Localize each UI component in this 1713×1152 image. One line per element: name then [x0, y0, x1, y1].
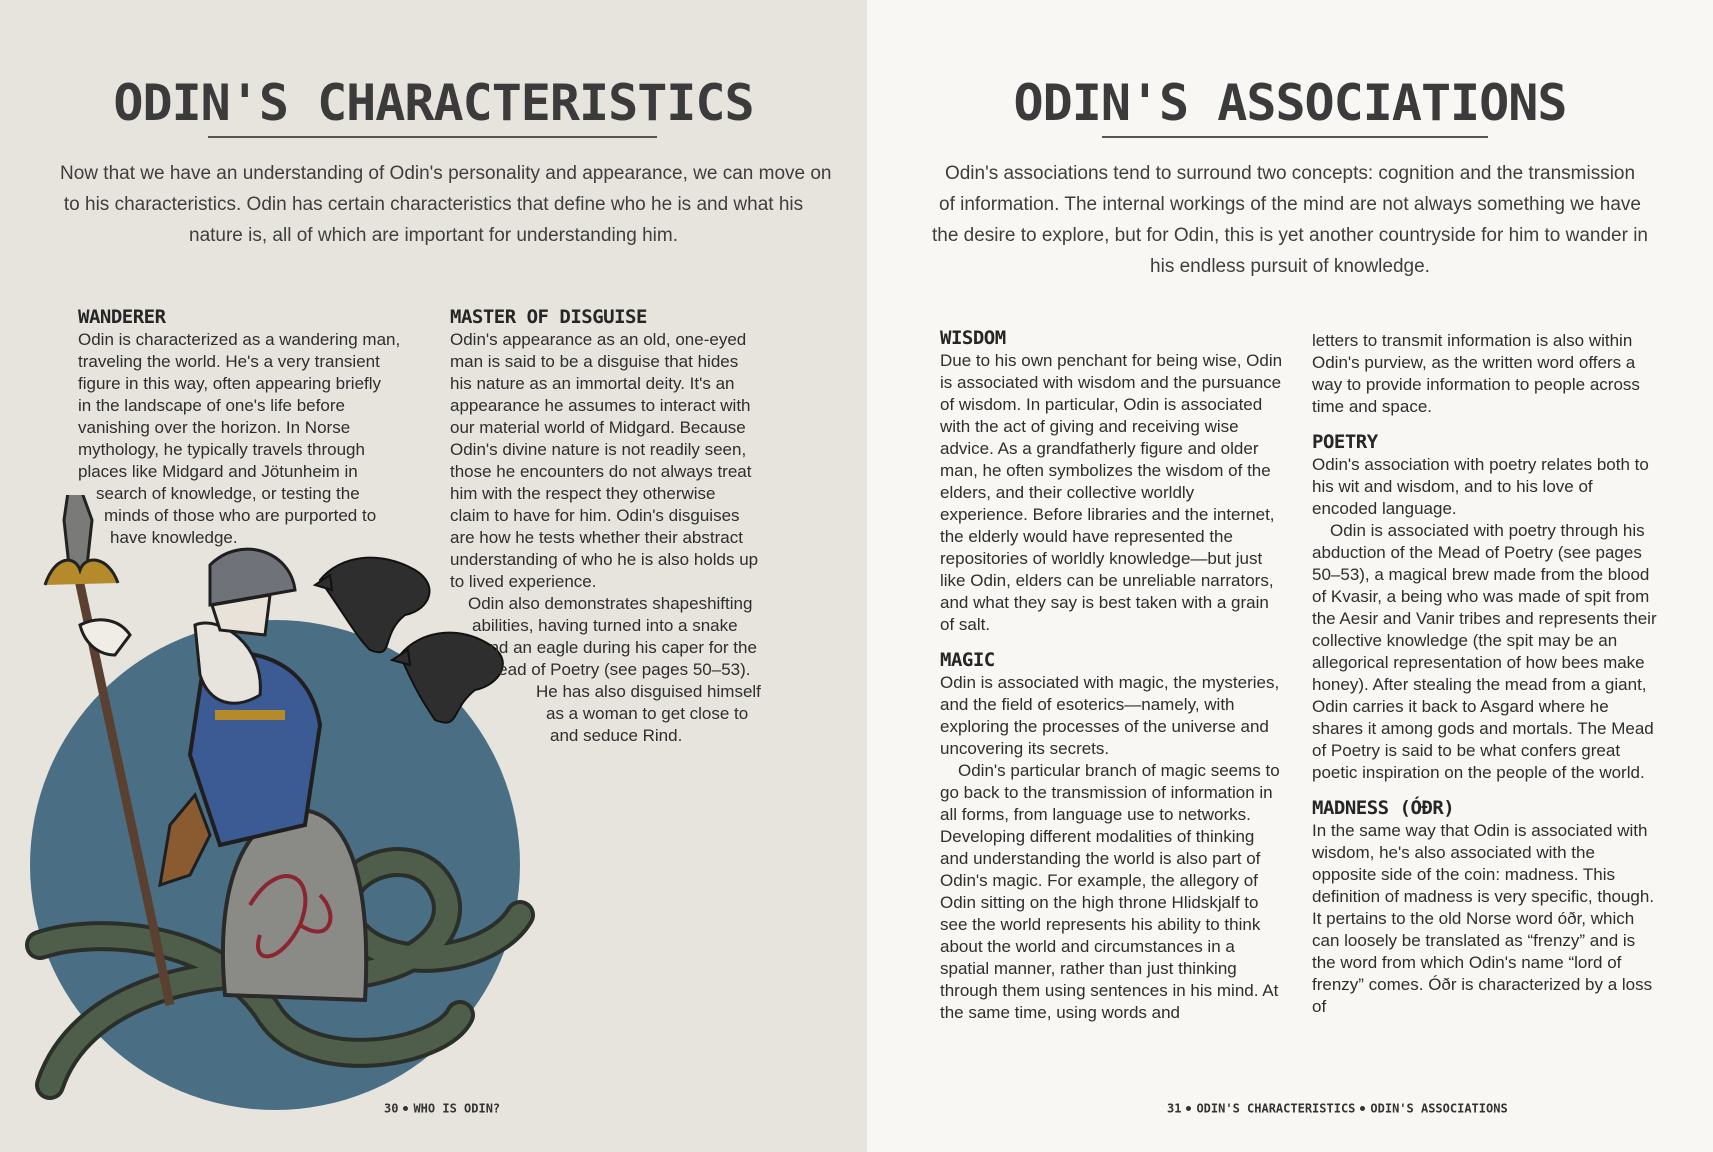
right-intro-line: the desire to explore, but for Odin, this is yet another countryside for him to wander in	[931, 225, 1649, 246]
disguise-line: his nature as an immortal deity. It's an	[450, 374, 735, 393]
left-running-head: WHO IS ODIN?	[413, 1101, 501, 1116]
disguise-line: claim to have for him. Odin's disguises	[450, 506, 740, 525]
wanderer-section	[78, 305, 428, 549]
left-intro-line: to his characteristics. Odin has certain characteristics that define who he is and what his	[63, 194, 804, 215]
wanderer-heading: WANDERER	[78, 306, 166, 328]
wanderer-line: mythology, he typically travels through	[78, 440, 365, 459]
right-intro-line: his endless pursuit of knowledge.	[1150, 256, 1430, 277]
right-intro	[907, 158, 1673, 282]
right-title-underline	[1102, 136, 1488, 138]
associations-column-1	[940, 326, 1285, 1024]
odin-belt	[215, 710, 285, 720]
disguise-line: Odin's divine nature is not readily seen,	[450, 440, 747, 459]
wisdom-text: Due to his own penchant for being wise, Odin is associated with wisdom and the pursuance of wisdom. In particular, Odin is associated with the act of giving and receiving wise advice. As a grandfatherly figure and older man, he often symbolizes the wisdom of the elders, and their collective worldly experience. Before libraries and the internet, the elderly would have represented the repositories of worldly knowledge—but just like Odin, elders can be unreliable narrators, and what they say is best taken with a grain of salt.	[940, 351, 1283, 634]
disguise-line: Odin's appearance as an old, one-eyed	[450, 330, 747, 349]
right-intro-line: Odin's associations tend to surround two concepts: cognition and the transmission	[944, 163, 1636, 184]
bullet-icon	[403, 1106, 408, 1111]
disguise-line: man is said to be a disguise that hides	[450, 352, 739, 371]
associations-column-2	[1312, 330, 1662, 1018]
disguise-line: appearance he assumes to interact with	[450, 396, 751, 415]
right-folio	[1167, 1101, 1508, 1116]
poetry-text-2: Odin is associated with poetry through his abduction of the Mead of Poetry (see pages 50–53), a magical brew made from the blood of Kvasir, a being who was made of spit from the Aesir and Vanir tribes and represents their collective knowledge (the spit may be an allegorical representation of how bees make honey). After stealing the mead from a giant, Odin carries it back to Asgard where he shares it among gods and mortals. The Mead of Poetry is said to be what confers great poetic inspiration on the people of the world.	[1312, 521, 1657, 782]
left-page-number: 30	[384, 1101, 399, 1116]
disguise-line: He has also disguised himself	[536, 682, 761, 701]
wanderer-line: in the landscape of one's life before	[78, 396, 345, 415]
wanderer-line: places like Midgard and Jötunheim in	[78, 462, 358, 481]
disguise-line: understanding of who he is also holds up	[450, 550, 759, 569]
disguise-heading: MASTER OF DISGUISE	[450, 306, 647, 328]
disguise-line: as a woman to get close to	[546, 704, 749, 723]
bullet-icon	[1186, 1106, 1191, 1111]
madness-text: In the same way that Odin is associated with wisdom, he's also associated with the opposite side of the coin: madness. This definition of madness is very specific, though. It pertains to the old Norse word óðr, which can loosely be translated as “frenzy” and is the word from which Odin's name “lord of frenzy” comes. Óðr is characterized by a loss of	[1312, 821, 1655, 1016]
right-page	[867, 0, 1713, 1152]
disguise-line: him with the respect they otherwise	[450, 484, 716, 503]
wanderer-line: search of knowledge, or testing the	[96, 484, 360, 503]
wanderer-line: Odin is characterized as a wandering man,	[78, 330, 401, 349]
disguise-section	[450, 305, 800, 747]
disguise-line: to lived experience.	[450, 572, 597, 591]
disguise-line: our material world of Midgard. Because	[450, 418, 746, 437]
wanderer-line: minds of those who are purported to	[104, 506, 377, 525]
right-page-number: 31	[1167, 1101, 1182, 1116]
left-folio	[384, 1101, 500, 1116]
wanderer-line: vanishing over the horizon. In Norse	[78, 418, 351, 437]
wisdom-heading: WISDOM	[940, 327, 1006, 349]
magic-heading: MAGIC	[940, 649, 995, 671]
left-page-title: ODIN'S CHARACTERISTICS	[113, 74, 754, 132]
disguise-line: are how he tests whether their abstract	[450, 528, 743, 547]
left-intro	[60, 158, 832, 251]
wanderer-line: have knowledge.	[110, 528, 238, 547]
disguise-line: Mead of Poetry (see pages 50–53).	[484, 660, 751, 679]
wanderer-line: figure in this way, often appearing briefly	[78, 374, 382, 393]
right-running-head-a: ODIN'S CHARACTERISTICS	[1196, 1101, 1356, 1116]
disguise-line: and an eagle during his caper for the	[480, 638, 757, 657]
magic-text-2: Odin's particular branch of magic seems to go back to the transmission of information in all forms, from language use to networks. Developing different modalities of thinking and understanding the world is also part of Odin's magic. For example, the allegory of Odin sitting on the high throne Hlidskjalf to see the world represents his ability to think about the world and circumstances in a spatial manner, rather than just thinking through them using sentences in his mind. At the same time, using words and	[940, 761, 1280, 1022]
magic-text-1: Odin is associated with magic, the mysteries, and the field of esoterics—namely, with exploring the processes of the universe and uncovering its secrets.	[940, 673, 1280, 758]
right-intro-line: of information. The internal workings of the mind are not always something we have	[939, 194, 1641, 215]
right-page-title: ODIN'S ASSOCIATIONS	[1013, 74, 1567, 132]
poetry-heading: POETRY	[1312, 431, 1378, 453]
poetry-text-1: Odin's association with poetry relates both to his wit and wisdom, and to his love of encoded language.	[1312, 455, 1649, 518]
disguise-line: those he encounters do not always treat	[450, 462, 752, 481]
left-title-underline	[208, 136, 657, 138]
madness-heading: MADNESS (ÓÐR)	[1312, 797, 1455, 819]
odin-hand	[80, 620, 130, 655]
left-intro-line: nature is, all of which are important for understanding him.	[189, 225, 678, 246]
disguise-line: Odin also demonstrates shapeshifting	[468, 594, 753, 613]
left-intro-line: Now that we have an understanding of Odin's personality and appearance, we can move on	[60, 163, 832, 184]
disguise-line: and seduce Rind.	[550, 726, 683, 745]
bullet-icon	[1360, 1106, 1365, 1111]
disguise-line: abilities, having turned into a snake	[472, 616, 738, 635]
magic-text-continued: letters to transmit information is also within Odin's purview, as the written word offers a way to provide information to people across time and space.	[1312, 331, 1640, 416]
right-running-head-b: ODIN'S ASSOCIATIONS	[1370, 1101, 1508, 1116]
wanderer-line: traveling the world. He's a very transient	[78, 352, 380, 371]
